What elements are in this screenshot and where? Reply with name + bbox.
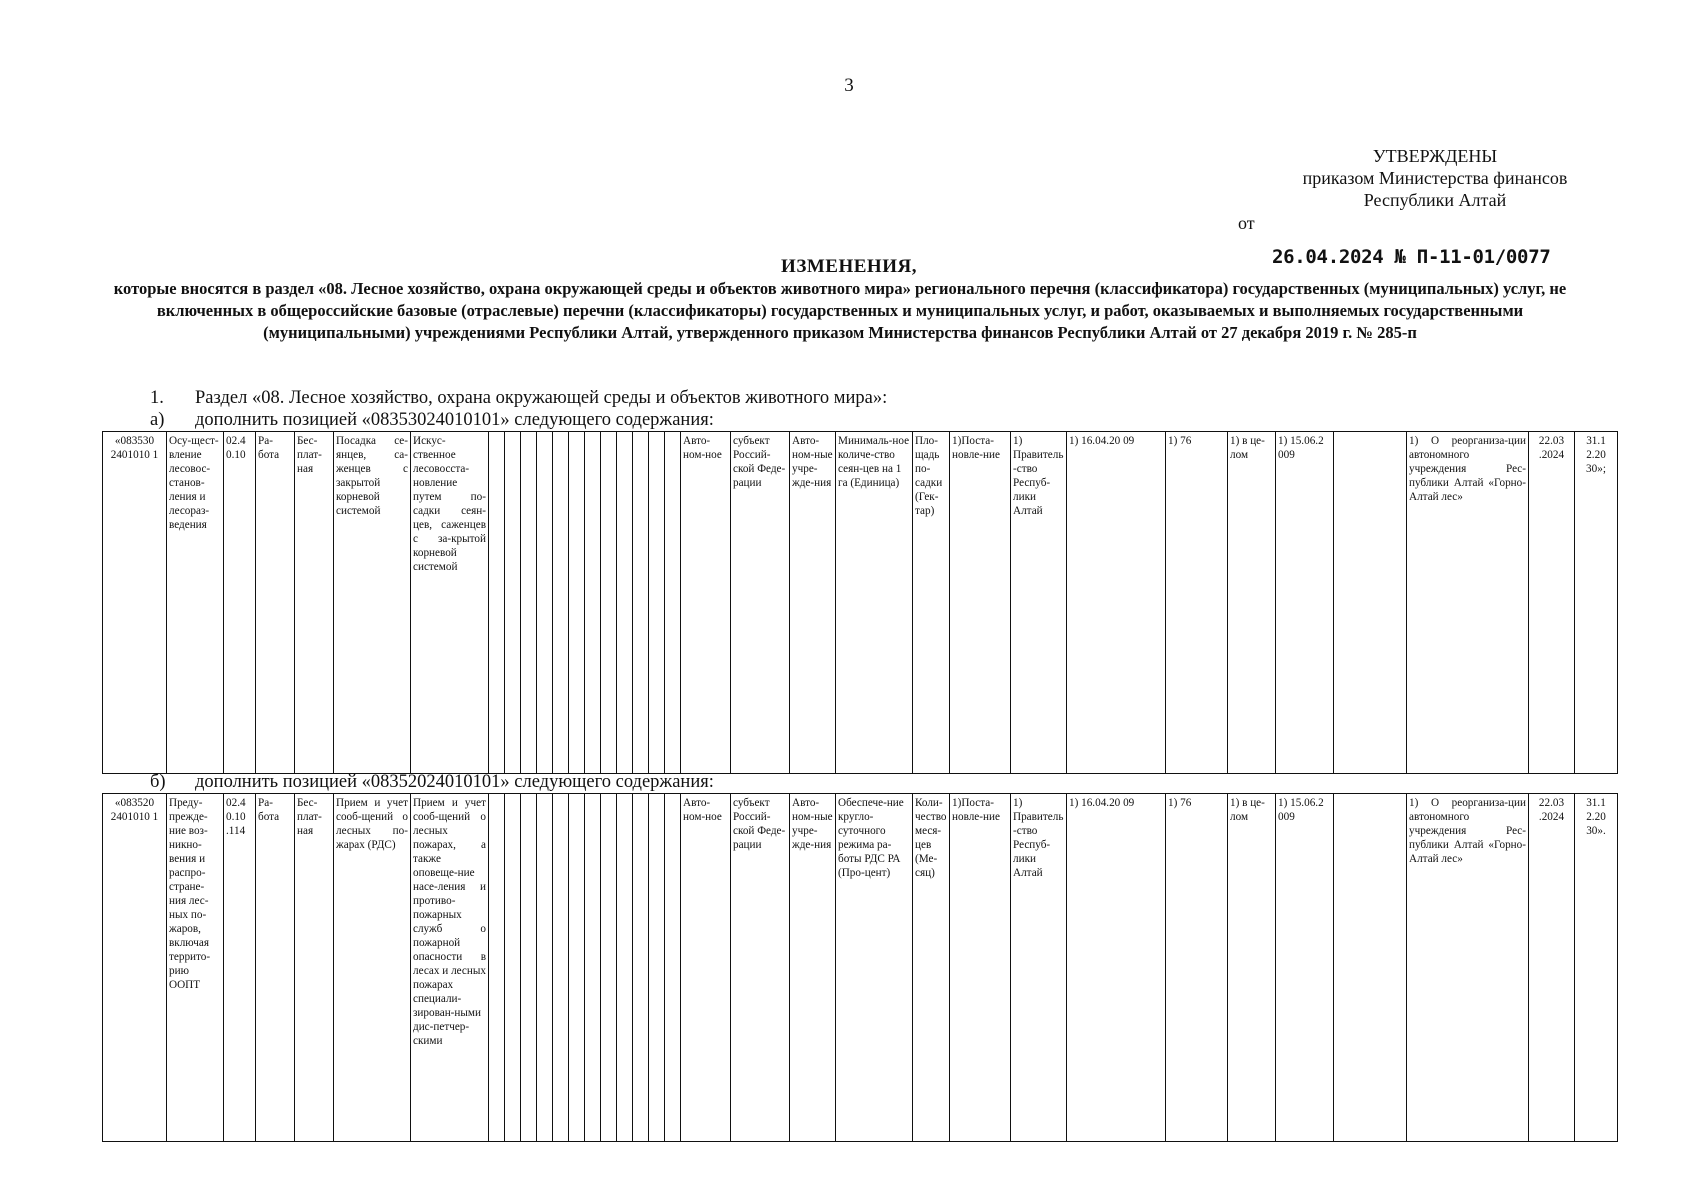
quality-indicator: Обеспече-ние кругло-суточного режима ра-боты РДС РА (Про-цент) [836,794,913,1142]
empty-cell [569,794,585,1142]
service-content-1: Посадка се-янцев, са-женцев с закрытой корневой системой [334,432,411,774]
act-type: 1)Поста-новле-ние [950,432,1011,774]
service-content-1: Прием и учет сооб-щений о лесных по-жарах (РДС) [334,794,411,1142]
act-author: 1) Правитель-ство Респуб-лики Алтай [1011,432,1067,774]
okved-code: 02.4 0.10 .114 [224,794,256,1142]
act-date: 1) 16.04.20 09 [1067,432,1166,774]
approval-line: приказом Министерства финансов [1302,168,1568,188]
empty-cell [601,432,617,774]
service-content-2: Прием и учет сооб-щений о лесных пожарах, а также оповеще-ние насе-ления и противо-пожарных служб о пожарной опасности в лесах и лесных пожарах специали-зирован-ными дис-петчер-скими [411,794,489,1142]
empty-cell [505,794,521,1142]
empty-cell [617,432,633,774]
empty-cell [585,432,601,774]
approval-line: Республики Алтай [1363,190,1507,210]
position-table-a [102,431,1618,774]
service-type: Ра-бота [256,432,295,774]
act-title: 1) О реорганиза-ции автономного учреждения Рес-публики Алтай «Горно-Алтай лес» [1407,432,1529,774]
act-title: 1) О реорганиза-ции автономного учреждения Рес-публики Алтай «Горно-Алтай лес» [1407,794,1529,1142]
institution-type: Авто-ном-ные учре-жде-ния [790,432,836,774]
table-row [103,794,1618,1142]
consumer-type: Авто-ном-ное [681,794,731,1142]
act-type: 1)Поста-новле-ние [950,794,1011,1142]
empty-cell [521,794,537,1142]
approval-date-number: 26.04.2024 № П-11-01/0077 [1272,246,1551,268]
subitem-letter: а) [150,410,165,430]
subitem-text: дополнить позицией «08353024010101» следующего содержания: [195,410,714,430]
include-date: 22.03 .2024 [1529,794,1575,1142]
empty-cell [633,432,649,774]
page-number: 3 [844,75,854,96]
empty-cell [489,794,505,1142]
empty-cell [505,432,521,774]
empty-cell [585,794,601,1142]
empty-cell [665,794,681,1142]
empty-cell [537,432,553,774]
empty-cell [1334,794,1407,1142]
exclude-date: 31.1 2.20 30»; [1575,432,1618,774]
empty-cell [665,432,681,774]
act-effective-date: 1) 15.06.2 009 [1276,794,1334,1142]
empty-cell [537,794,553,1142]
empty-cell [553,432,569,774]
act-effective-date: 1) 15.06.2 009 [1276,432,1334,774]
position-code: «083530 2401010 1 [103,432,167,774]
authority: субъект Россий-ской Феде-рации [731,432,790,774]
consumer-type: Авто-ном-ное [681,432,731,774]
position-table-b [102,793,1618,1142]
include-date: 22.03 .2024 [1529,432,1575,774]
empty-cell [569,432,585,774]
item-number: 1. [150,388,164,408]
empty-cell [521,432,537,774]
service-content-2: Искус-ственное лесовосста-новление путем по-садки сеян-цев, саженцев с за-крытой корневой системой [411,432,489,774]
empty-cell [601,794,617,1142]
service-type: Ра-бота [256,794,295,1142]
service-name: Преду-прежде-ние воз-никно-вения и распро-стране-ния лес-ных по-жаров, включая террито-рию ООПТ [167,794,224,1142]
act-number: 1) 76 [1166,794,1228,1142]
empty-cell [649,432,665,774]
approval-heading: УТВЕРЖДЕНЫ [1372,146,1498,166]
service-name: Осу-щест-вление лесовос-станов-ления и лесораз-ведения [167,432,224,774]
document-title: ИЗМЕНЕНИЯ, [781,256,917,277]
volume-indicator: Коли-чество меся-цев (Ме-сяц) [913,794,950,1142]
act-number: 1) 76 [1166,432,1228,774]
item-text: Раздел «08. Лесное хозяйство, охрана окружающей среды и объектов животного мира»: [195,388,888,408]
act-scope: 1) в це-лом [1228,432,1276,774]
subitem-letter: б) [150,772,166,792]
empty-cell [553,794,569,1142]
payment-type: Бес-плат-ная [295,432,334,774]
okved-code: 02.4 0.10 [224,432,256,774]
institution-type: Авто-ном-ные учре-жде-ния [790,794,836,1142]
act-author: 1) Правитель-ство Респуб-лики Алтай [1011,794,1067,1142]
exclude-date: 31.1 2.20 30». [1575,794,1618,1142]
empty-cell [617,794,633,1142]
document-subtitle: которые вносятся в раздел «08. Лесное хозяйство, охрана окружающей среды и объектов животного мира» регионального перечня (классификатора) государственных (муниципальных) услуг, не включенных в общероссийские базовые (отраслевые) перечни (классификаторы) государственных и муниципальных услуг, и работ, оказываемых и выполняемых государственными (муниципальными) учреждениями Республики Алтай, утвержденного приказом Министерства финансов Республики Алтай от 27 декабря 2019 г. № 285-п [113,279,1567,342]
empty-cell [1334,432,1407,774]
volume-indicator: Пло-щадь по-садки (Гек-тар) [913,432,950,774]
empty-cell [649,794,665,1142]
subitem-text: дополнить позицией «08352024010101» следующего содержания: [195,772,714,792]
authority: субъект Россий-ской Феде-рации [731,794,790,1142]
quality-indicator: Минималь-ное количе-ство сеян-цев на 1 га (Единица) [836,432,913,774]
approval-from-label: от [1238,213,1255,233]
table-row [103,432,1618,774]
approval-stamp [1235,145,1635,211]
payment-type: Бес-плат-ная [295,794,334,1142]
position-code: «083520 2401010 1 [103,794,167,1142]
empty-cell [633,794,649,1142]
act-scope: 1) в це-лом [1228,794,1276,1142]
act-date: 1) 16.04.20 09 [1067,794,1166,1142]
empty-cell [489,432,505,774]
